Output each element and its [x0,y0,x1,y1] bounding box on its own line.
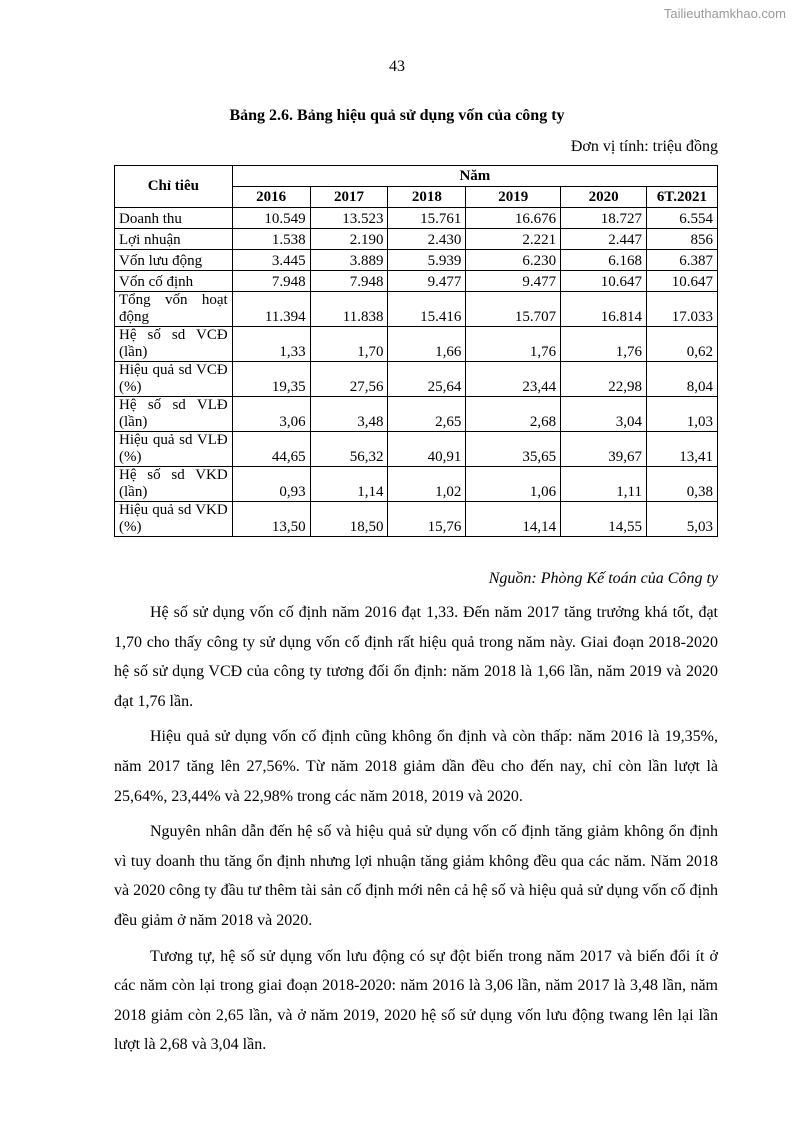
cell-value: 5.939 [388,250,466,271]
row-label: Hiệu quả sd VLĐ (%) [115,432,233,467]
row-label: Hệ số sd VCĐ (lần) [115,327,233,362]
cell-value: 56,32 [310,432,388,467]
cell-value: 14,14 [466,502,561,537]
table-row [115,502,718,537]
table-row [115,397,718,432]
table-row [115,208,718,229]
row-label: Doanh thu [115,208,233,229]
cell-value: 9.477 [388,271,466,292]
paragraph: Tương tự, hệ số sử dụng vốn lưu động có sự đột biến trong năm 2017 và biến đổi ít ở các năm còn lại trong giai đoạn 2018-2020: năm 2016 là 3,06 lần, năm 2017 là 3,48 lần, năm 2018 giảm còn 2,65 lần, và ở năm 2019, 2020 hệ số sử dụng vốn lưu động twang lên lại lần lượt là 2,68 và 3,04 lần. [114,947,718,1054]
header-year: 2016 [232,187,310,208]
cell-value: 2.430 [388,229,466,250]
cell-value: 9.477 [466,271,561,292]
cell-value: 18,50 [310,502,388,537]
cell-value: 1,70 [310,327,388,362]
cell-value: 27,56 [310,362,388,397]
row-label: Hệ số sd VLĐ (lần) [115,397,233,432]
header-year-group: Năm [232,166,717,187]
table-row [115,250,718,271]
cell-value: 6.554 [646,208,717,229]
cell-value: 1,66 [388,327,466,362]
cell-value: 6.387 [646,250,717,271]
cell-value: 22,98 [561,362,647,397]
watermark: Tailieuthamkhao.com [663,6,786,21]
row-label: Hiệu quả sd VKD (%) [115,502,233,537]
cell-value: 39,67 [561,432,647,467]
cell-value: 10.647 [646,271,717,292]
cell-value: 11.838 [310,292,388,327]
paragraph: Hệ số sử dụng vốn cố định năm 2016 đạt 1,33. Đến năm 2017 tăng trưởng khá tốt, đạt 1,70 cho thấy công ty sử dụng vốn cố định rất hiệu quả trong năm này. Giai đoạn 2018-2020 hệ số sử dụng VCĐ của công ty tương đối ổn định: năm 2018 là 1,66 lần, năm 2019 và 2020 đạt 1,76 lần. [114,604,718,710]
cell-value: 2.447 [561,229,647,250]
cell-value: 1.538 [232,229,310,250]
table-row [115,271,718,292]
cell-value: 14,55 [561,502,647,537]
header-year: 6T.2021 [646,187,717,208]
cell-value: 35,65 [466,432,561,467]
cell-value: 5,03 [646,502,717,537]
cell-value: 25,64 [388,362,466,397]
row-label: Vốn lưu động [115,250,233,271]
cell-value: 2,65 [388,397,466,432]
cell-value: 1,33 [232,327,310,362]
paragraph: Nguyên nhân dẫn đến hệ số và hiệu quả sử dụng vốn cố định tăng giảm không ổn định vì tuy doanh thu tăng ổn định nhưng lợi nhuận tăng giảm không đều qua các năm. Năm 2018 và 2020 công ty đầu tư thêm tài sản cố định mới nên cả hệ số và hiệu quả sử dụng vốn cố định đều giảm ở năm 2018 và 2020. [114,823,718,929]
cell-value: 6.168 [561,250,647,271]
row-label: Tổng vốn hoạt động [115,292,233,327]
header-year: 2020 [561,187,647,208]
header-criteria: Chỉ tiêu [115,166,233,208]
cell-value: 13,50 [232,502,310,537]
cell-value: 17.033 [646,292,717,327]
cell-value: 1,14 [310,467,388,502]
cell-value: 11.394 [232,292,310,327]
cell-value: 23,44 [466,362,561,397]
source-note: Nguồn: Phòng Kế toán của Công ty [488,570,718,587]
cell-value: 3,06 [232,397,310,432]
cell-value: 15.761 [388,208,466,229]
cell-value: 6.230 [466,250,561,271]
cell-value: 15.416 [388,292,466,327]
cell-value: 8,04 [646,362,717,397]
table-row [115,327,718,362]
cell-value: 1,11 [561,467,647,502]
cell-value: 1,76 [561,327,647,362]
efficiency-table [114,165,718,537]
cell-value: 10.647 [561,271,647,292]
cell-value: 1,06 [466,467,561,502]
table-row [115,467,718,502]
cell-value: 2.190 [310,229,388,250]
paragraph: Hiệu quả sử dụng vốn cố định cũng không ổn định và còn thấp: năm 2016 là 19,35%, năm 2017 tăng lên 27,56%. Từ năm 2018 giảm dần đều cho đến nay, chỉ còn lần lượt là 25,64%, 23,44% và 22,98% trong các năm 2018, 2019 và 2020. [114,728,718,805]
cell-value: 1,76 [466,327,561,362]
row-label: Hiệu quả sd VCĐ (%) [115,362,233,397]
page-number: 43 [389,58,405,75]
cell-value: 7.948 [310,271,388,292]
header-year: 2018 [388,187,466,208]
cell-value: 3.889 [310,250,388,271]
unit-label: Đơn vị tính: triệu đồng [570,138,718,155]
cell-value: 2,68 [466,397,561,432]
cell-value: 16.814 [561,292,647,327]
cell-value: 3,48 [310,397,388,432]
row-label: Lợi nhuận [115,229,233,250]
cell-value: 15.707 [466,292,561,327]
cell-value: 1,03 [646,397,717,432]
table-header-row [115,166,718,187]
cell-value: 856 [646,229,717,250]
row-label: Hệ số sd VKD (lần) [115,467,233,502]
table-row [115,432,718,467]
cell-value: 3.445 [232,250,310,271]
cell-value: 19,35 [232,362,310,397]
table-row [115,292,718,327]
table-row [115,229,718,250]
cell-value: 18.727 [561,208,647,229]
cell-value: 0,62 [646,327,717,362]
cell-value: 1,02 [388,467,466,502]
cell-value: 16.676 [466,208,561,229]
cell-value: 15,76 [388,502,466,537]
cell-value: 2.221 [466,229,561,250]
cell-value: 3,04 [561,397,647,432]
cell-value: 0,38 [646,467,717,502]
table-title: Bảng 2.6. Bảng hiệu quả sử dụng vốn của công ty [229,107,565,124]
body-text [114,598,718,1066]
row-label: Vốn cố định [115,271,233,292]
cell-value: 40,91 [388,432,466,467]
cell-value: 13,41 [646,432,717,467]
table-row [115,362,718,397]
cell-value: 13.523 [310,208,388,229]
cell-value: 10.549 [232,208,310,229]
header-year: 2019 [466,187,561,208]
cell-value: 44,65 [232,432,310,467]
header-year: 2017 [310,187,388,208]
cell-value: 7.948 [232,271,310,292]
cell-value: 0,93 [232,467,310,502]
